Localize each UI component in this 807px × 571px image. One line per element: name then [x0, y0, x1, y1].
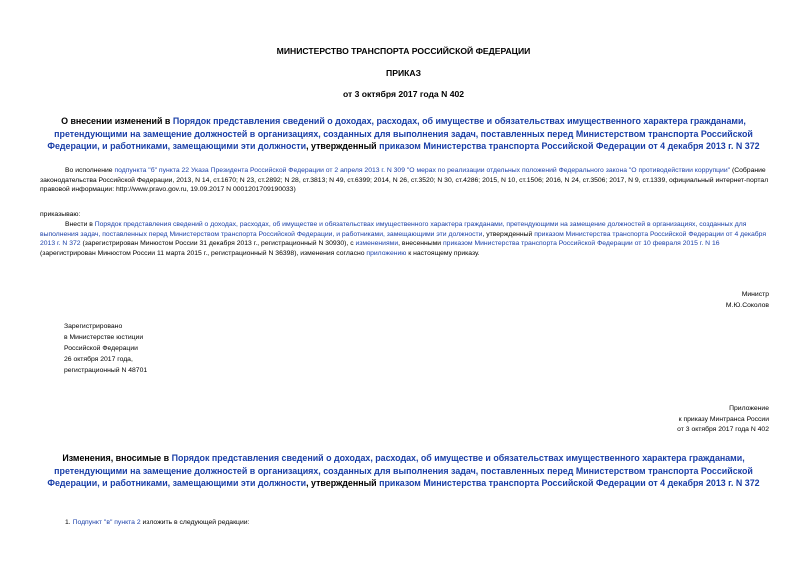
order-text-5: к настоящему приказу.: [406, 249, 480, 257]
ministry-name: МИНИСТЕРСТВО ТРАНСПОРТА РОССИЙСКОЙ ФЕДЕРАЦИИ: [276, 46, 531, 56]
registration-line: регистрационный N 48701: [64, 367, 148, 374]
preamble-prefix: Во исполнение: [65, 167, 115, 174]
signature-position: Министр: [741, 291, 769, 298]
appendix-line: к приказу Минтранса России: [678, 415, 769, 423]
changes-title-prefix: Изменения, вносимые в: [62, 453, 172, 463]
registration-block: [64, 321, 147, 376]
order-text-3: , внесенными: [398, 240, 443, 248]
changes-title: [36, 452, 771, 490]
order-appendix-link[interactable]: приложению: [366, 249, 407, 257]
order-text-4: (зарегистрирован Минюстом России 11 марта 2015 г., регистрационный N 36398), изменения согласно: [40, 249, 367, 257]
preamble-rest: (Собрание законодательства Российской Федерации, 2013, N 14, ст.1670; N 23, ст.2892; N 28, ст.3813; N 49, ст.6399; 2014, N 26, ст.3520; N 30, ст.4286; 2015, N 10, ст.1506; 2016, N 24, ст.3506; 2017, N 9, ст.1339, официальный интернет-портал правовой информации: http://www.pravo.gov.ru, 19.09.2017 N 0001201709190033): [40, 167, 769, 194]
title-procedure-link[interactable]: Порядок представления сведений о доходах, расходах, об имуществе и обязательствах имущественного характера гражданами, претендующими на замещение должностей в организациях, созданных для выполнения задач, поставленных перед Министерством транспорта Российской Федерации, и работниками, замещающими эти должности: [47, 116, 753, 151]
document-type: ПРИКАЗ: [386, 68, 421, 78]
order-amendments-link[interactable]: изменениями: [355, 240, 399, 248]
registration-line: Российской Федерации: [64, 345, 138, 352]
order-title: [36, 115, 771, 153]
registration-line: 26 октября 2017 года,: [64, 356, 133, 363]
title-order-link[interactable]: приказом Министерства транспорта Российской Федерации от 4 декабря 2013 г. N 372: [379, 141, 760, 151]
order-2015-link[interactable]: приказом Министерства транспорта Российской Федерации от 10 февраля 2015 г. N 16: [442, 240, 720, 248]
preamble-decree-link[interactable]: подпункта "б" пункта 22 Указа Президента Российской Федерации от 2 апреля 2013 г. N 309 "О мерах по реализации отдельных положений Федерального закона "О противодействии коррупции": [114, 167, 731, 174]
title-middle: , утвержденный: [306, 141, 380, 151]
order-text-2: (зарегистрирован Минюстом России 31 декабря 2013 г., регистрационный N 30930), с: [80, 240, 356, 248]
registration-line: Зарегистрировано: [64, 323, 123, 330]
order-procedure-link[interactable]: Порядок представления сведений о доходах, расходах, об имуществе и обязательствах имущественного характера гражданами, претендующими на замещение должностей в организациях, созданных для выполнения задач, поставленных перед Министерством транспорта Российской Федерации, и работниками, замещающими эти должности: [40, 221, 747, 238]
order-paragraph: [40, 220, 772, 258]
changes-order-link[interactable]: приказом Министерства транспорта Российской Федерации от 4 декабря 2013 г. N 372: [379, 478, 760, 488]
changes-procedure-link[interactable]: Порядок представления сведений о доходах, расходах, об имуществе и обязательствах имущественного характера гражданами, претендующими на замещение должностей в организациях, созданных для выполнения задач, поставленных перед Министерством транспорта Российской Федерации, и работниками, замещающими эти должности: [47, 453, 753, 488]
document-date-number: от 3 октября 2017 года N 402: [342, 89, 465, 99]
registration-line: в Министерстве юстиции: [64, 334, 144, 341]
preamble-paragraph: [40, 166, 772, 195]
item-1-rest: изложить в следующей редакции:: [140, 519, 250, 526]
order-2013-link[interactable]: приказом Министерства транспорта Российской Федерации от 4 декабря 2013 г. N 372: [40, 230, 767, 248]
signature-block: [726, 290, 769, 311]
order-label: приказываю:: [40, 211, 81, 218]
title-prefix: О внесении изменений в: [61, 116, 173, 126]
changes-title-middle: , утвержденный: [306, 478, 380, 488]
item-1-prefix: 1.: [65, 519, 73, 526]
item-1-subpoint-link[interactable]: Подпункт "в" пункта 2: [72, 519, 141, 526]
order-text-1: , утвержденный: [482, 230, 535, 238]
appendix-line: от 3 октября 2017 года N 402: [677, 426, 769, 433]
signature-name: М.Ю.Соколов: [725, 301, 769, 309]
item-1: [40, 518, 772, 528]
order-prefix: Внести в: [65, 221, 95, 228]
appendix-block: [677, 404, 769, 436]
appendix-line: Приложение: [729, 405, 769, 412]
